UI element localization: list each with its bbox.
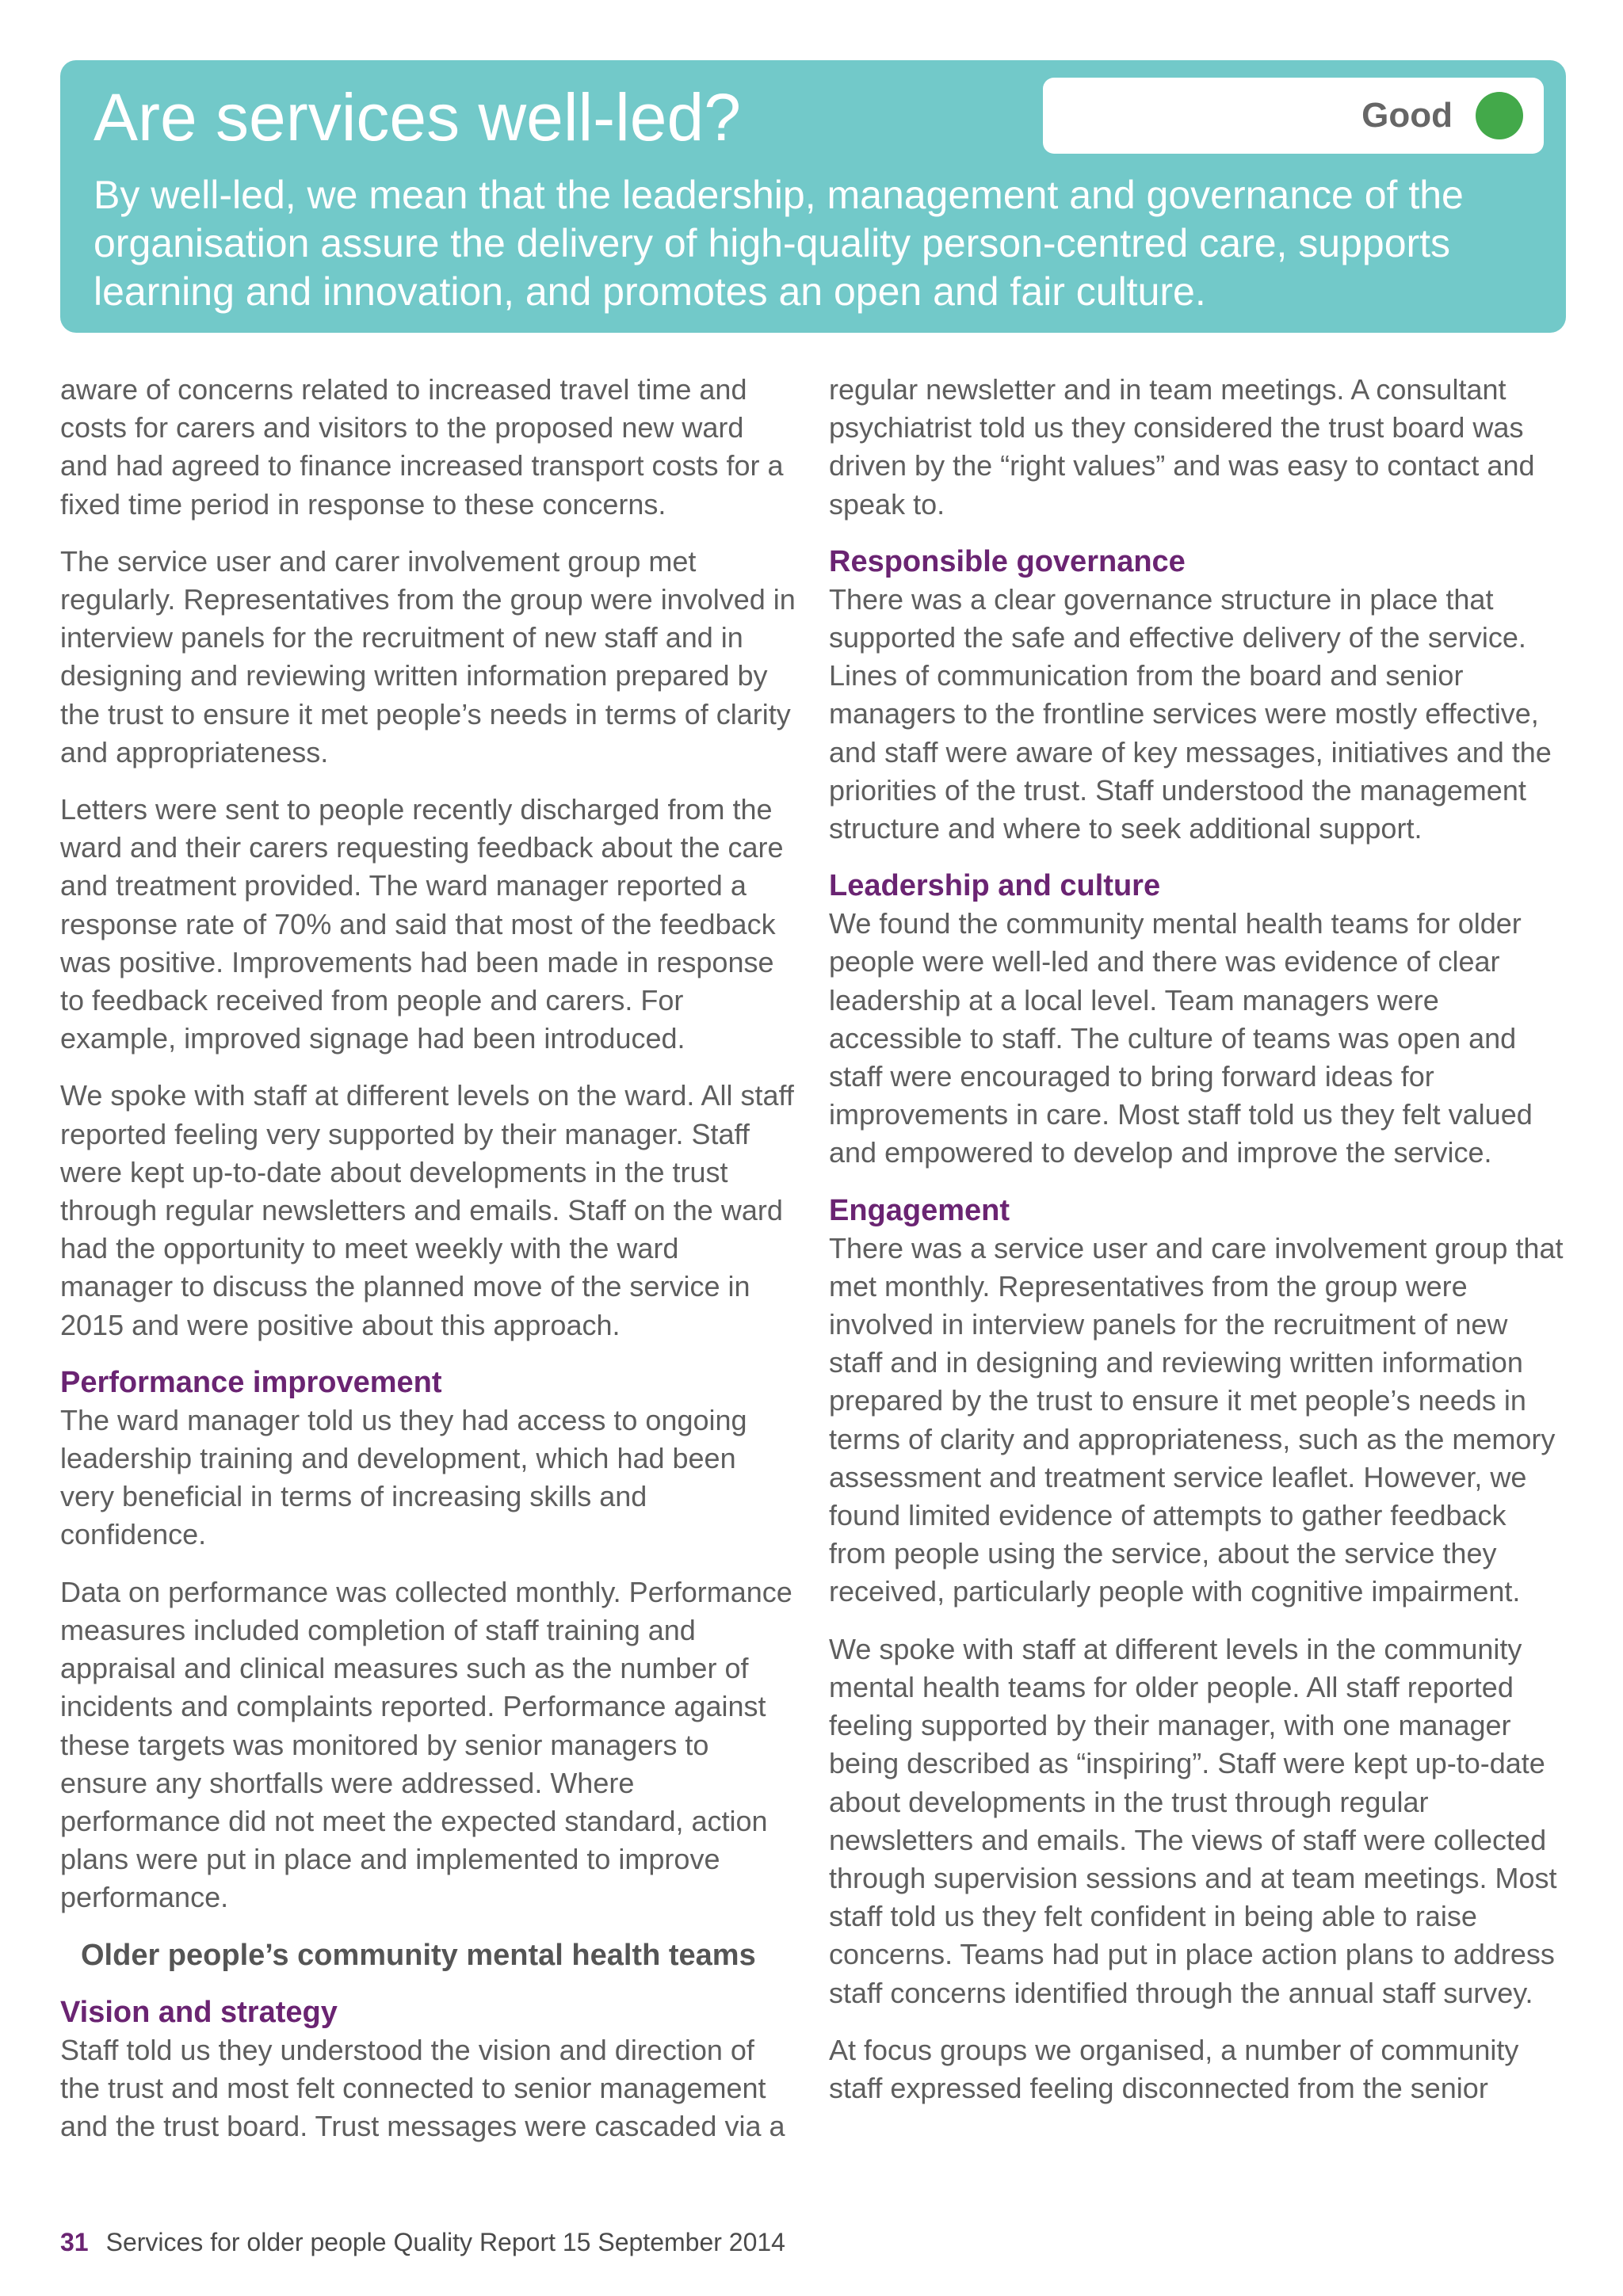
page-number: 31: [60, 2228, 89, 2256]
heading-responsible-governance: Responsible governance: [829, 544, 1186, 578]
paragraph: Data on performance was collected monthly. Performance measures included completion of staff training and appraisal and clinical measures such as the number of incidents and complaints reported. Performance against these targets was monitored by senior managers to ensure any shortfalls were addressed. Where performance did not meet the expected standard, action plans were put in place and implemented to improve performance.: [60, 1575, 792, 1914]
paragraph: We spoke with staff at different levels on the ward. All staff reported feeling very supported by their manager. Staff were kept up-to-date about developments in the trust through regular newsletters and emails. Staff on the ward had the opportunity to meet weekly with the ward manager to discuss the planned move of the service in 2015 and were positive about this approach.: [60, 1079, 794, 1341]
section-banner: [60, 60, 1566, 333]
heading-performance-improvement: Performance improvement: [60, 1365, 442, 1399]
section-description: By well-led, we mean that the leadership, management and governance of the organisation assure the delivery of high-quality person-centred care, supports learning and innovation, and promotes an open and fair culture.: [94, 173, 1464, 314]
page-title: Are services well-led?: [94, 80, 741, 154]
left-column: [60, 371, 797, 2164]
paragraph: The service user and carer involvement group met regularly. Representatives from the group were involved in interview panels for the recruitment of new staff and in designing and reviewing written information prepared by the trust to ensure it met people’s needs in terms of clarity and appropriateness.: [60, 544, 796, 769]
heading-vision-strategy: Vision and strategy: [60, 1995, 338, 2029]
footer-text: Services for older people Quality Report 15 September 2014: [105, 2228, 785, 2256]
paragraph: Letters were sent to people recently discharged from the ward and their carers requesting feedback about the care and treatment provided. The ward manager reported a response rate of 70% and said that most of the feedback was positive. Improvements had been made in response to feedback received from people and carers. For example, improved signage had been introduced.: [60, 793, 784, 1055]
paragraph: We found the community mental health teams for older people were well-led and there was evidence of clear leadership at a local level. Team managers were accessible to staff. The culture of teams was open and staff were encouraged to bring forward ideas for improvements in care. Most staff told us they felt valued and empowered to develop and improve the service.: [829, 907, 1533, 1169]
rating-status-icon: [1476, 92, 1523, 139]
heading-engagement: Engagement: [829, 1193, 1010, 1227]
right-column: [829, 371, 1566, 2126]
service-heading: Older people’s community mental health teams: [81, 1938, 756, 1972]
heading-leadership-culture: Leadership and culture: [829, 869, 1161, 903]
paragraph: There was a service user and care involvement group that met monthly. Representatives from the group were involved in interview panels for the recruitment of new staff and in designing and reviewing written information prepared by the trust to ensure it met people’s needs in terms of clarity and appropriateness, such as the memory assessment and treatment service leaflet. However, we found limited evidence of attempts to gather feedback from people using the service, about the service they received, particularly people with cognitive impairment.: [829, 1231, 1564, 1608]
page-footer: [60, 2226, 785, 2258]
paragraph: At focus groups we organised, a number of community staff expressed feeling disconnected from the senior: [829, 2033, 1519, 2104]
paragraph: Staff told us they understood the vision and direction of the trust and most felt connected to senior management and the trust board. Trust messages were cascaded via a: [60, 2033, 785, 2142]
paragraph: regular newsletter and in team meetings. A consultant psychiatrist told us they considered the trust board was driven by the “right values” and was easy to contact and speak to.: [829, 373, 1535, 521]
paragraph: There was a clear governance structure in place that supported the safe and effective delivery of the service. Lines of communication from the board and senior managers to the frontline services were mostly effective, and staff were aware of key messages, initiatives and the priorities of the trust. Staff understood the management structure and where to seek additional support.: [829, 582, 1552, 845]
rating-box: [1043, 78, 1544, 154]
rating-label: Good: [1361, 96, 1453, 135]
paragraph: aware of concerns related to increased travel time and costs for carers and visitors to the proposed new ward and had agreed to finance increased transport costs for a fixed time period in response to these concerns.: [60, 373, 784, 521]
paragraph: The ward manager told us they had access to ongoing leadership training and development, which had been very beneficial in terms of increasing skills and confidence.: [60, 1403, 747, 1551]
paragraph: We spoke with staff at different levels in the community mental health teams for older people. All staff reported feeling supported by their manager, with one manager being described as “inspiring”. Staff were kept up-to-date about developments in the trust through regular newsletters and emails. The views of staff were collected through supervision sessions and at team meetings. Most staff told us they felt confident in being able to raise concerns. Teams had put in place action plans to address staff concerns identified through the annual staff survey.: [829, 1632, 1557, 2009]
